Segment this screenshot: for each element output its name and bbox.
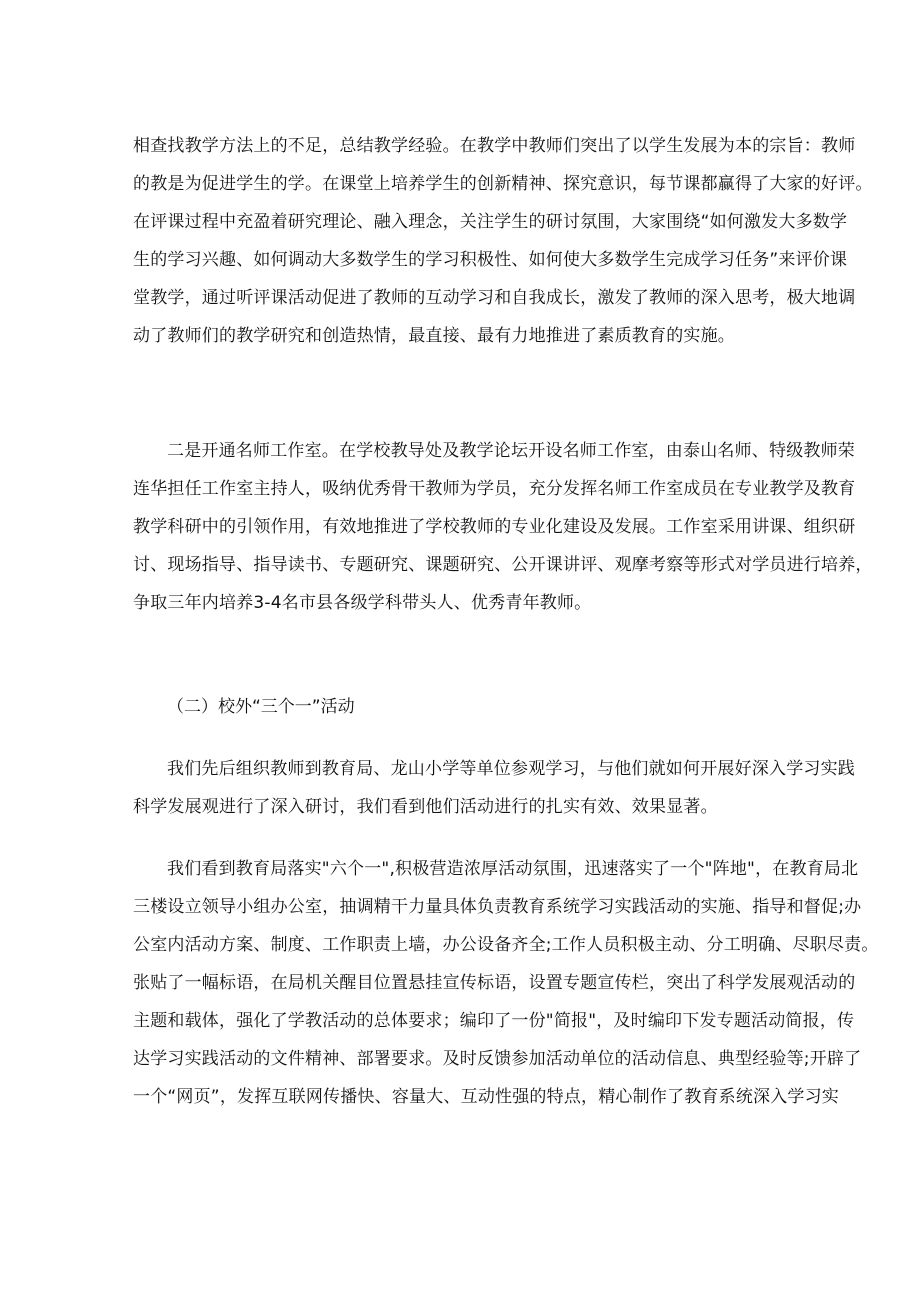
paragraph-line: 我们先后组织教师到教育局、龙山小学等单位参观学习，与他们就如何开展好深入学习实践 — [167, 759, 855, 779]
paragraph-line: 连华担任工作室主持人，吸纳优秀骨干教师为学员，充分发挥名师工作室成员在专业教学及教育 — [133, 479, 856, 499]
paragraph-line: 达学习实践活动的文件精神、部署要求。及时反馈参加活动单位的活动信息、典型经验等;开辟了 — [133, 1049, 862, 1069]
paragraph-teaching-evaluation — [133, 127, 873, 355]
paragraph-line: 张贴了一幅标语，在局机关醒目位置悬挂宣传标语，设置专题宣传栏，突出了科学发展观活动的 — [133, 973, 856, 993]
section-heading — [133, 688, 805, 726]
paragraph-line: 在评课过程中充盈着研究理论、融入理念，关注学生的研讨氛围，大家围绕“如何激发大多数学 — [133, 212, 848, 232]
paragraph-master-teacher-studio — [133, 432, 873, 622]
paragraph-line: 讨、现场指导、指导读书、专题研究、课题研究、公开课讲评、观摩考察等形式对学员进行培养， — [133, 555, 873, 575]
paragraph-line: 生的学习兴趣、如何调动大多数学生的学习积极性、如何使大多数学生完成学习任务”来评价课 — [133, 250, 848, 270]
paragraph-line: 堂教学，通过听评课活动促进了教师的互动学习和自我成长，激发了教师的深入思考，极大地调 — [133, 288, 856, 308]
paragraph-line: 的教是为促进学生的学。在课堂上培养学生的创新精神、探究意识，每节课都赢得了大家的好评。 — [133, 174, 873, 194]
paragraph-line: 科学发展观进行了深入研讨，我们看到他们活动进行的扎实有效、效果显著。 — [133, 797, 718, 817]
paragraph-line: 二是开通名师工作室。在学校教导处及教学论坛开设名师工作室，由泰山名师、特级教师荣 — [167, 441, 855, 461]
paragraph-line: 三楼设立领导小组办公室，抽调精干力量具体负责教育系统学习实践活动的实施、指导和督促;办 — [133, 897, 862, 917]
paragraph-line: 教学科研中的引领作用，有效地推进了学校教师的专业化建设及发展。工作室采用讲课、组织研 — [133, 517, 856, 537]
paragraph-line: 公室内活动方案、制度、工作职责上墙，办公设备齐全;工作人员积极主动、分工明确、尽职尽责。 — [133, 935, 879, 955]
paragraph-line: 我们看到教育局落实"六个一",积极营造浓厚活动氛围，迅速落实了一个"阵地"，在教育局北 — [167, 859, 859, 879]
paragraph-line: 相查找教学方法上的不足，总结教学经验。在教学中教师们突出了以学生发展为本的宗旨：教师 — [133, 136, 856, 156]
paragraph-line: 争取三年内培养3-4名市县各级学科带头人、优秀青年教师。 — [133, 593, 592, 613]
paragraph-line: 动了教师们的教学研究和创造热情，最直接、最有力地推进了素质教育的实施。 — [133, 326, 735, 346]
paragraph-line: 一个“网页”，发挥互联网传播快、容量大、互动性强的特点，精心制作了教育系统深入学习实 — [133, 1087, 840, 1107]
section-heading-text: （二）校外“三个一”活动 — [167, 697, 355, 717]
paragraph-line: 主题和载体，强化了学教活动的总体要求；编印了一份"简报"，及时编印下发专题活动简报，传 — [133, 1011, 855, 1031]
paragraph-education-bureau — [133, 850, 879, 1116]
paragraph-visit-study — [133, 750, 855, 826]
